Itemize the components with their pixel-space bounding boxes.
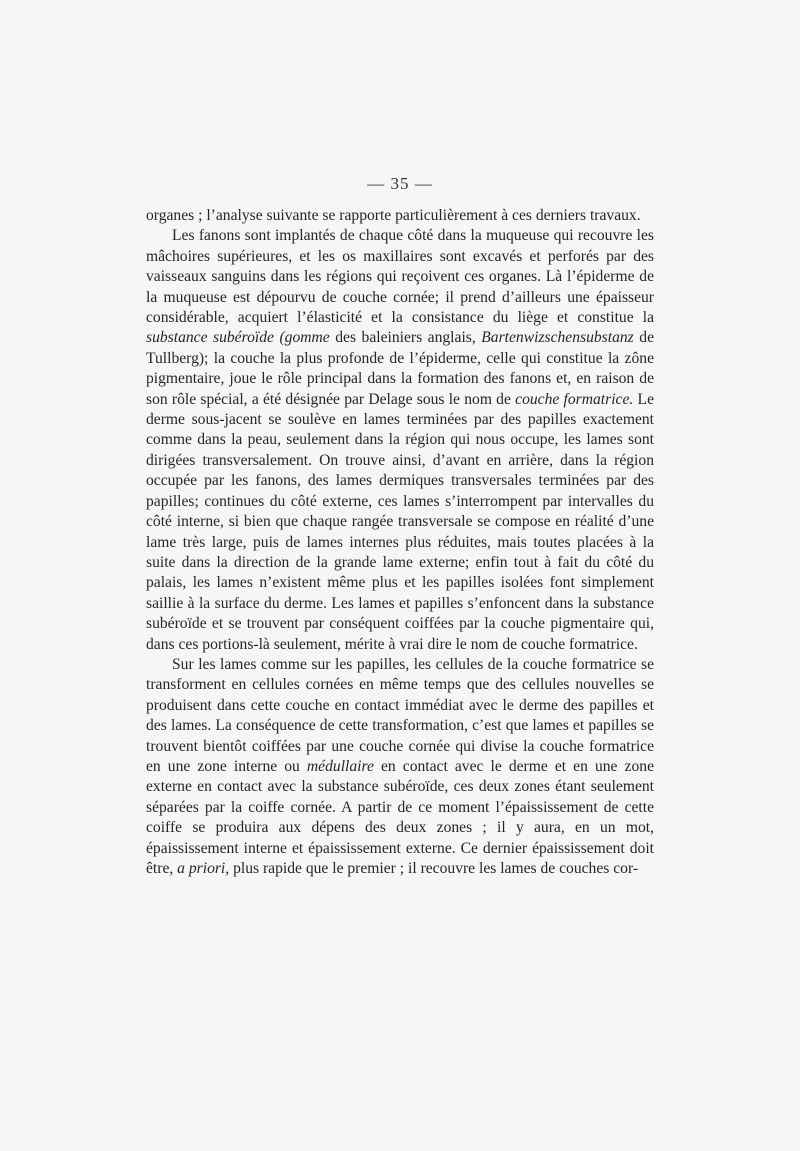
paragraph-2-text-2: des baleiniers anglais, [329, 329, 482, 347]
paragraph-2-italic-3: couche formatrice. [515, 390, 634, 408]
paragraph-2-text-1: Les fanons sont implantés de chaque côté dans la muqueuse qui recouvre les mâchoires supérieures, et les os maxillaires sont excavés et perforés par des vaisseaux sanguins dans les régions qui reçoivent ces organes. Là l’épiderme de la muqueuse est dépourvu de couche cornée; il prend d’ailleurs une épaisseur considérable, acquiert l’élasticité et la consistance du liège et constitue la [146, 227, 654, 327]
paragraph-2-text-3: de Tullberg); la couche la plus profonde de l’épiderme, celle qui constitue la zône pigmentaire, joue le rôle principal dans la formation des fanons et, en raison de son rôle spécial, a été désignée par Delage sous le nom de [146, 329, 654, 408]
paragraph-3 [146, 655, 654, 879]
paragraph-2-italic-1: substance subéroïde (gomme [146, 329, 330, 347]
page-number: — 35 — [367, 174, 433, 193]
paragraph-2 [146, 226, 654, 655]
paragraph-3-italic-1: médullaire [306, 757, 374, 775]
paragraph-2-italic-2: Bartenwizschensubstanz [481, 329, 634, 347]
paragraph-3-italic-2: a priori, [177, 860, 230, 877]
paragraph-2-text-4: Le derme sous-jacent se soulève en lames terminées par des papilles exactement comme dans la peau, seulement dans la région qui nous occupe, les lames sont dirigées transversalement. On trouve ainsi, d’avant en arrière, dans la région occupée par les fanons, des lames dermiques transversales terminées par des papilles; continues du côté externe, ces lames s’interrompent par intervalles du côté interne, si bien que chaque rangée transversale se compose en réalité d’une lame très large, puis de lames internes plus réduites, mais toutes placées à la suite dans la direction de la grande lame externe; enfin tout à fait du côté du palais, les lames n’existent même plus et les papilles isolées font simplement saillie à la surface du derme. Les lames et papilles s’enfoncent dans la substance subéroïde et se trouvent par conséquent coiffées par la couche pigmentaire qui, dans ces portions-là seulement, mérite à vrai dire le nom de couche formatrice. [146, 390, 654, 653]
paragraph-1: organes ; l’analyse suivante se rapporte particulièrement à ces derniers travaux. [146, 207, 641, 224]
paragraph-3-text-3: plus rapide que le premier ; il recouvre les lames de couches cor- [229, 860, 639, 877]
paragraph-3-text-2: en contact avec le derme et en une zone externe en contact avec la substance subéroïde, ces deux zones étant seulement séparées par la coiffe cornée. A partir de ce moment l’épaississement de cette coiffe se produira aux dépens des deux zones ; il y aura, en un mot, épaississement interne et épaississement externe. Ce dernier épaississement doit être, [146, 757, 654, 877]
paragraph-3-text-1: Sur les lames comme sur les papilles, les cellules de la couche formatrice se transforment en cellules cornées en même temps que des cellules nouvelles se produisent dans cette couche en contact immédiat avec le derme des papilles et des lames. La conséquence de cette transformation, c’est que lames et papilles se trouvent bientôt coiffées par une couche cornée qui divise la couche formatrice en une zone interne ou [146, 655, 654, 775]
body-text [146, 206, 654, 879]
